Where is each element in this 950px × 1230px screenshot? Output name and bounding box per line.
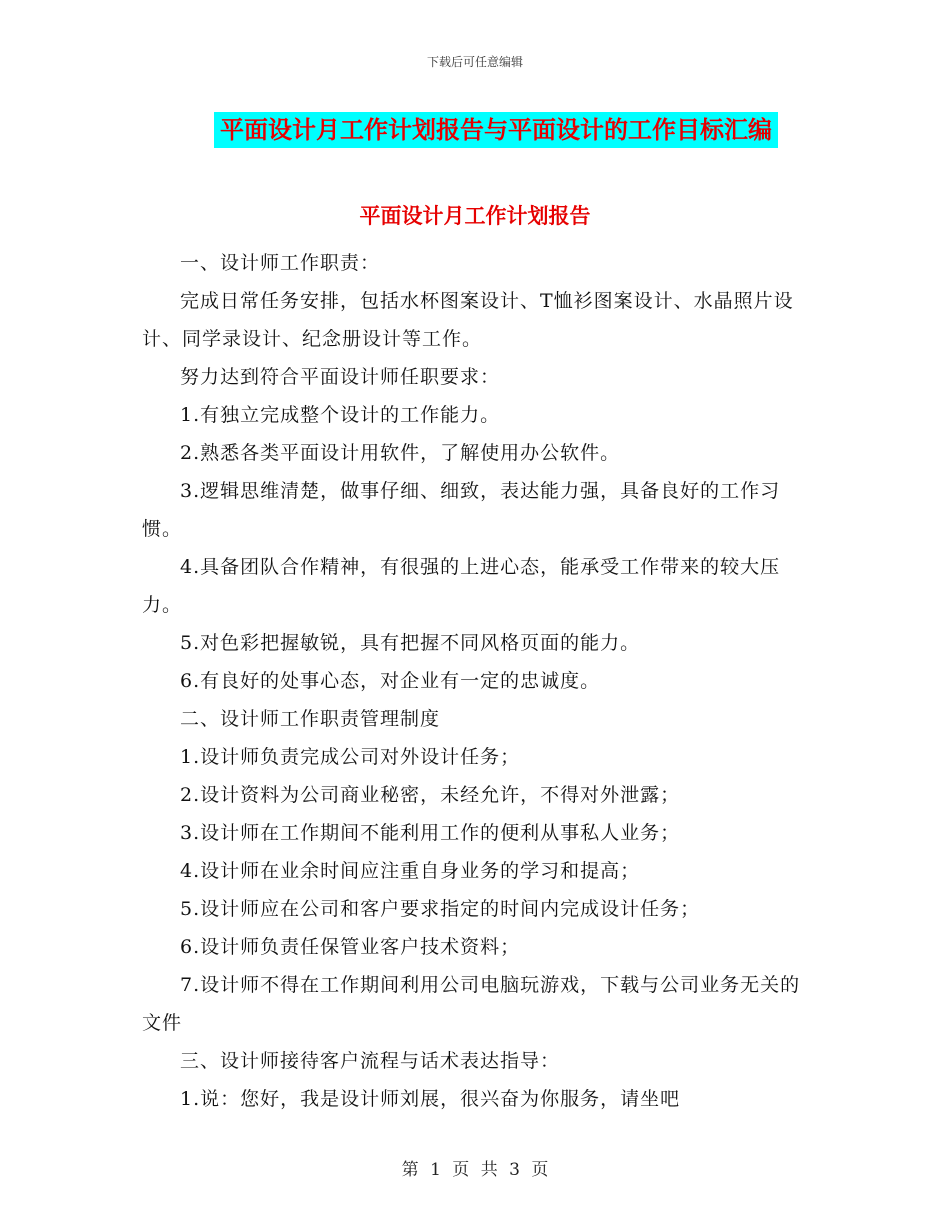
paragraph: 1.说：您好，我是设计师刘展，很兴奋为你服务，请坐吧 <box>180 1088 681 1110</box>
paragraph: 5.对色彩把握敏锐，具有把握不同风格页面的能力。 <box>180 632 641 654</box>
document-body <box>142 244 810 1118</box>
paragraph: 2.熟悉各类平面设计用软件，了解使用办公软件。 <box>180 442 621 464</box>
paragraph: 6.有良好的处事心态，对企业有一定的忠诚度。 <box>180 670 601 692</box>
paragraph: 三、设计师接待客户流程与话术表达指导： <box>180 1050 561 1072</box>
paragraph: 3.逻辑思维清楚，做事仔细、细致，表达能力强，具备良好的工作习惯。 <box>142 480 781 540</box>
paragraph: 4.具备团队合作精神，有很强的上进心态，能承受工作带来的较大压力。 <box>142 556 781 616</box>
paragraph: 4.设计师在业余时间应注重自身业务的学习和提高； <box>180 860 641 882</box>
paragraph: 一、设计师工作职责： <box>180 252 381 274</box>
section-title: 平面设计月工作计划报告 <box>359 203 591 228</box>
document-title-container <box>0 112 950 148</box>
paragraph: 5.设计师应在公司和客户要求指定的时间内完成设计任务； <box>180 898 701 920</box>
paragraph: 二、设计师工作职责管理制度 <box>180 708 441 730</box>
paragraph: 2.设计资料为公司商业秘密，未经允许，不得对外泄露； <box>180 784 681 806</box>
paragraph: 3.设计师在工作期间不能利用工作的便利从事私人业务； <box>180 822 681 844</box>
paragraph: 1.设计师负责完成公司对外设计任务； <box>180 746 521 768</box>
header-note: 下载后可任意编辑 <box>426 55 523 69</box>
paragraph: 1.有独立完成整个设计的工作能力。 <box>180 404 501 426</box>
document-title: 平面设计月工作计划报告与平面设计的工作目标汇编 <box>214 112 778 148</box>
page-number-footer: 第 1 页 共 3 页 <box>401 1160 549 1180</box>
paragraph: 7.设计师不得在工作期间利用公司电脑玩游戏，下载与公司业务无关的文件 <box>142 974 801 1034</box>
paragraph: 6.设计师负责任保管业客户技术资料； <box>180 936 521 958</box>
paragraph: 努力达到符合平面设计师任职要求： <box>180 366 501 388</box>
paragraph: 完成日常任务安排，包括水杯图案设计、T恤衫图案设计、水晶照片设计、同学录设计、纪念册设计等工作。 <box>142 290 794 350</box>
